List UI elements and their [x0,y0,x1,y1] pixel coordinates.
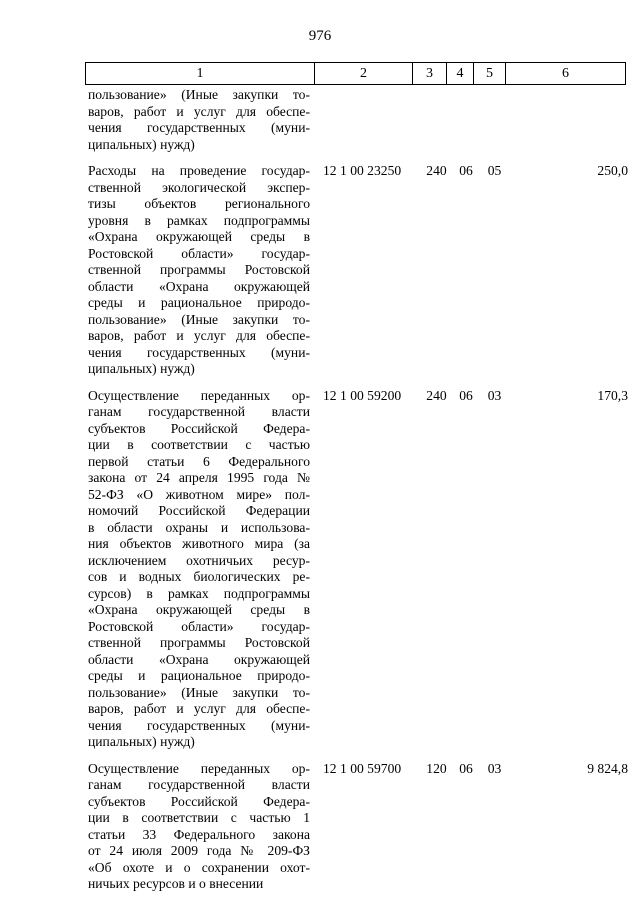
row-expense-type [420,87,453,153]
row-subsection: 03 [487,387,502,403]
description-line: среды и рациональное природо- [88,295,310,310]
description-line: субъектов Российской Федера- [88,793,310,809]
description-line: Ростовской области» государ- [88,618,310,634]
description-line: Расходы на проведение государ- [88,163,310,178]
description-line: ганам государственной власти [88,404,310,419]
row-description [85,87,314,153]
budget-table [85,87,632,893]
row-target-code: 12 1 00 59200 [323,387,402,403]
row-subsection: 05 [487,163,502,178]
description-line: тизы объектов регионального [88,196,310,211]
row-target-code [314,87,420,153]
description-line: среды и рациональное природо- [88,668,310,683]
row-target-code: 12 1 00 23250 [323,163,402,178]
row-amount: 250,0 [597,163,628,178]
row-amount: 170,3 [597,387,628,403]
description-line: 52-ФЗ «О животном мире» пол- [88,486,310,502]
row-description [85,153,314,378]
row-description [85,378,314,751]
row-section: 06 [459,387,473,403]
description-line: номочий Российской Федерации [88,503,310,518]
column-header-4: 4 [447,63,474,85]
description-line: ципальных) нужд) [88,136,195,152]
budget-table-body [85,87,632,893]
description-line: варов, работ и услуг для обеспе- [88,328,310,343]
column-header-1: 1 [86,63,315,85]
description-line: пользование» (Иные закупки то- [88,87,310,102]
column-header-row [86,63,626,85]
table-row [85,87,632,153]
description-line: уровня в рамках подпрограммы [88,212,310,228]
description-line: в области охраны и использова- [88,519,310,535]
row-amount [510,87,632,153]
row-expense-type: 120 [426,760,447,776]
description-line: «Об охоте и о сохранении охот- [88,859,310,875]
description-line: ции в соответствии с частью 1 [88,810,310,825]
description-line: варов, работ и услуг для обеспе- [88,103,310,119]
row-section [453,87,479,153]
row-subsection [479,87,510,153]
table-row [85,153,632,378]
description-line: ственной программы Ростовской [88,635,310,650]
row-section: 06 [459,163,473,178]
column-header-6: 6 [506,63,626,85]
page-number: 976 [308,28,332,44]
row-expense-type: 240 [426,163,447,178]
description-line: сурсов) в рамках подпрограммы [88,585,310,601]
description-line: ганам государственной власти [88,777,310,792]
description-line: пользование» (Иные закупки то- [88,311,310,327]
description-line: закона от 24 апреля 1995 года № [88,470,310,485]
table-row [85,751,632,893]
column-header-3: 3 [413,63,447,85]
description-line: ния объектов животного мира (за [88,536,310,551]
table-row [85,378,632,751]
description-line: ственной экологической экспер- [88,179,310,195]
description-line: ципальных) нужд) [88,734,195,749]
description-line: сов и водных биологических ре- [88,569,310,584]
description-line: субъектов Российской Федера- [88,420,310,436]
description-line: ничьих ресурсов и о внесении [88,876,264,891]
description-line: чения государственных (муни- [88,120,310,135]
row-target-code: 12 1 00 59700 [323,760,402,776]
description-line: пользование» (Иные закупки то- [88,684,310,700]
description-line: «Охрана окружающей среды в [88,229,310,244]
description-line: чения государственных (муни- [88,344,310,360]
description-line: Осуществление переданных ор- [88,387,310,403]
description-line: Ростовской области» государ- [88,245,310,261]
description-line: от 24 июля 2009 года № 209-ФЗ [88,843,310,858]
description-line: Осуществление переданных ор- [88,760,310,776]
description-line: «Охрана окружающей среды в [88,602,310,617]
row-expense-type: 240 [426,387,447,403]
column-header-2: 2 [315,63,413,85]
row-subsection: 03 [487,760,502,776]
description-line: варов, работ и услуг для обеспе- [88,701,310,716]
column-header-5: 5 [474,63,506,85]
description-line: области «Охрана окружающей [88,278,310,294]
description-line: ции в соответствии с частью [88,437,310,452]
column-header-table [85,62,626,85]
row-amount: 9 824,8 [587,760,628,776]
description-line: ципальных) нужд) [88,361,195,376]
description-line: области «Охрана окружающей [88,651,310,667]
description-line: статьи 33 Федерального закона [88,826,310,842]
row-description [85,751,314,893]
description-line: исключением охотничьих ресур- [88,552,310,568]
description-line: чения государственных (муни- [88,717,310,733]
row-section: 06 [459,760,473,776]
description-line: ственной программы Ростовской [88,262,310,277]
description-line: первой статьи 6 Федерального [88,453,310,469]
